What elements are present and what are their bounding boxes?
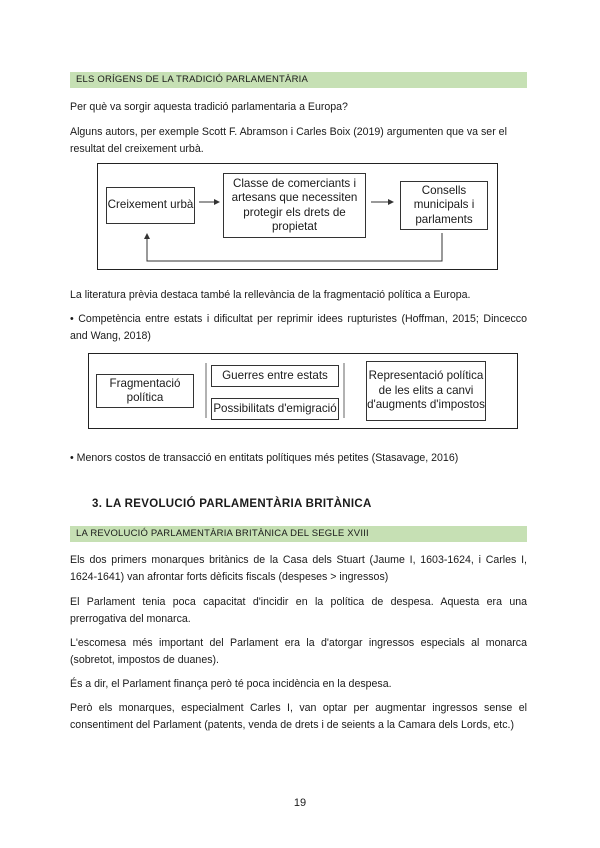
bullet-transaction-costs: • Menors costos de transacció en entitats polítiques més petites (Stasavage, 2016) — [70, 452, 459, 464]
paragraph-financing: És a dir, el Parlament finança però té poca incidència en la despesa. — [70, 678, 392, 690]
intro-paragraph: Alguns autors, per exemple Scott F. Abramson i Carles Boix (2019) argumenten que va ser el resultat del creixement urbà. — [70, 126, 507, 155]
box-councils-parliaments: Consells municipals i parlaments — [400, 181, 488, 230]
box-merchant-class: Classe de comerciants i artesans que necessiten protegir els drets de propietat — [223, 173, 366, 238]
box-fragmentation: Fragmentació política — [96, 374, 194, 408]
box-wars: Guerres entre estats — [211, 365, 339, 387]
question-text: Per què va sorgir aquesta tradició parlamentaria a Europa? — [70, 101, 348, 113]
section-title-british-revolution: 3. LA REVOLUCIÓ PARLAMENTÀRIA BRITÀNICA — [92, 498, 372, 510]
section-heading-origins: ELS ORÍGENS DE LA TRADICIÓ PARLAMENTÀRIA — [70, 72, 527, 88]
page-number: 19 — [293, 797, 307, 809]
box-urban-growth: Creixement urbà — [106, 187, 195, 224]
paragraph-stuart-monarchs: Els dos primers monarques britànics de la Casa dels Stuart (Jaume I, 1603-1624, i Carles I, 1624-1641) van afrontar forts dèficits fiscals (despeses > ingressos) — [70, 554, 527, 583]
paragraph-parliament-capacity: El Parlament tenia poca capacitat d'incidir en la política de despesa. Aquesta era una prerrogativa del monarca. — [70, 596, 527, 625]
box-emigration: Possibilitats d'emigració — [211, 398, 339, 420]
paragraph-charles-i: Però els monarques, especialment Carles I, van optar per augmentar ingressos sense el consentiment del Parlament (patents, venda de drets i de seients a la Camara dels Lords, etc.) — [70, 702, 527, 731]
section-subheading-18th-century: LA REVOLUCIÓ PARLAMENTÀRIA BRITÀNICA DEL SEGLE XVIII — [70, 526, 527, 542]
fragmentation-paragraph: La literatura prèvia destaca també la rellevància de la fragmentació política a Europa. — [70, 289, 471, 301]
paragraph-parliament-task: L'escomesa més important del Parlament era la d'atorgar ingressos especials al monarca (sobretot, impostos de duanes). — [70, 637, 527, 666]
box-representation: Representació política de les elits a canvi d'augments d'impostos — [366, 361, 486, 421]
bullet-competition: • Competència entre estats i dificultat per reprimir idees rupturistes (Hoffman, 2015; Dincecco and Wang, 2018) — [70, 313, 527, 342]
